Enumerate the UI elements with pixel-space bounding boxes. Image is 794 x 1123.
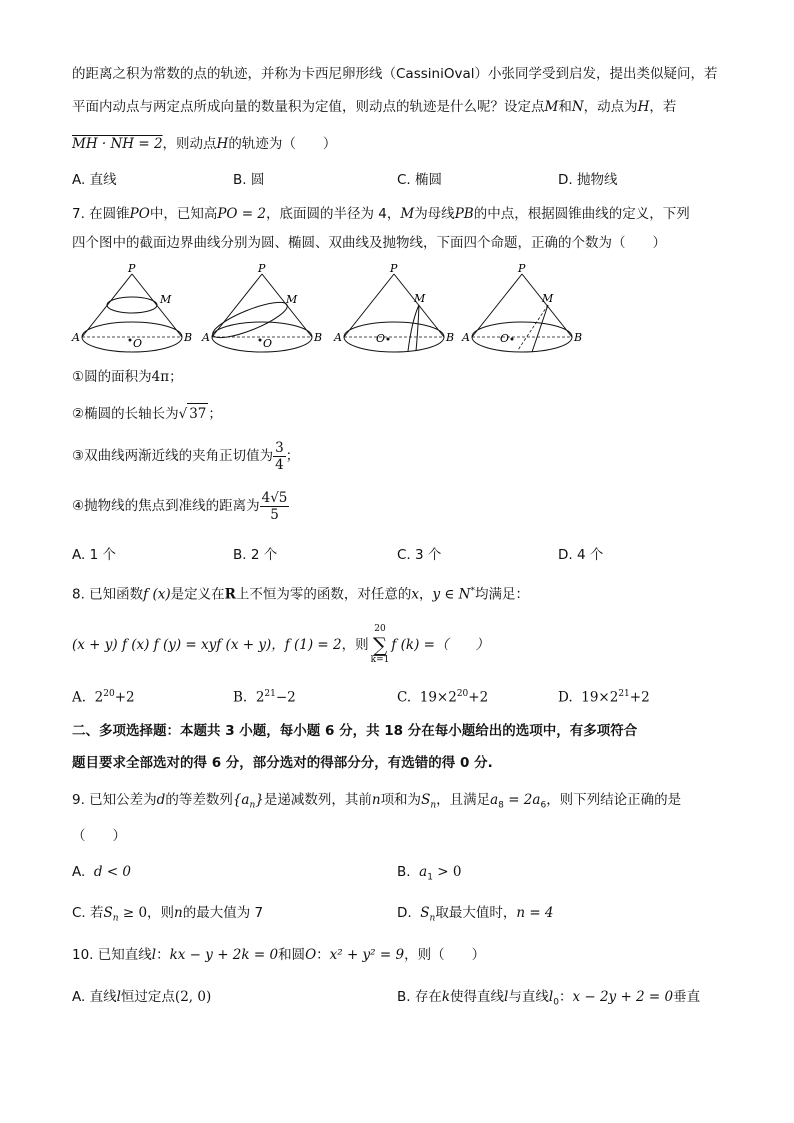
section-heading-line-1: 二、多项选择题：本题共 3 小题，每小题 6 分，共 18 分在每小题给出的选项中，有多项符合 [72,723,638,739]
p6-line-1: 的距离之积为常数的点的轨迹，并称为卡西尼卵形线（CassiniOval）小张同学受到启发，提出类似疑问，若 [72,66,718,82]
functional-equation: (x + y) f (x) f (y) = xyf (x + y) [72,637,272,653]
label-O: O [376,332,386,345]
label-A: A [202,331,210,344]
label-M: M [414,292,426,305]
p7-option-b: B. 2 个 [233,547,278,563]
cone-figures [70,260,590,360]
p7-statement-2: ②椭圆的长轴长为√ 37 ； [72,403,222,424]
label-O: O [133,337,143,350]
label-P: P [518,262,526,275]
p7-line-1: 7. 在圆锥PO中，已知高PO = 2，底面圆的半径为 4，M为母线PB的中点，根据圆锥曲线的定义，下列 [72,206,690,222]
cone-parabola [461,262,582,352]
p9-line-2: （ ） [72,828,126,844]
p6-option-c: C. 椭圆 [397,172,443,188]
label-B: B [184,331,193,344]
label-O: O [500,332,510,345]
p8-line-1: 8. 已知函数f (x)是定义在R上不恒为零的函数，对任意的x，y ∈ N*均满足： [72,586,529,603]
label-P: P [258,262,266,275]
p8-line-2: (x + y) f (x) f (y) = xyf (x + y)，f (1) = 2，则 20 ∑ k=1 f (k) =（ ） [72,624,489,665]
label-M: M [542,292,554,305]
p7-option-c: C. 3 个 [397,547,442,563]
p6-line-3: MH · NH = 2，则动点H的轨迹为（ ） [72,136,337,152]
p8-option-b: B. $2^{21}-2$ [233,689,296,706]
p7-line-2: 四个图中的截面边界曲线分别为圆、椭圆、双曲线及抛物线，下面四个命题，正确的个数为（ ） [72,235,666,251]
label-P: P [128,262,136,275]
p7-option-a: A. 1 个 [72,547,116,563]
p10-option-b: B. 存在k使得直线l与直线$l_0$：x − 2y + 2 = 0垂直 [397,989,701,1008]
p8-option-d: D. $19\times 2^{21}+2$ [558,689,650,706]
p10-option-a: A. 直线l恒过定点(2, 0) [72,989,212,1005]
label-O: O [263,337,273,350]
label-A: A [462,331,470,344]
label-B: B [574,331,583,344]
p9-option-d: D. $S_n$取最大值时，n = 4 [397,905,554,924]
label-B: B [314,331,323,344]
p6-option-a: A. 直线 [72,172,117,188]
label-P: P [390,262,398,275]
fraction-4sqrt5-5: $\frac{4√5}{5}$ [261,489,288,523]
p9-option-c: C. 若$S_n \ge 0$，则n的最大值为 7 [72,905,264,924]
cone-ellipse [201,262,322,352]
cone-circle [71,262,192,352]
p6-option-b: B. 圆 [233,172,265,188]
p8-option-c: C. $19\times 2^{20}+2$ [397,689,489,706]
p9-line-1: 9. 已知公差为d的等差数列$\{a_n\}$是递减数列，其前n项和为$S_n$，且满足$a_8 = 2a_6$，则下列结论正确的是 [72,792,682,811]
vector-expression: MH · NH = 2 [72,136,163,152]
p7-statement-4: ④抛物线的焦点到准线的距离为 $\frac{4√5}{5}$ [72,489,288,523]
label-A: A [72,331,80,344]
p7-statement-1: ①圆的面积为4π； [72,369,183,385]
p7-statement-3: ③双曲线两渐近线的夹角正切值为 $\frac{3}{4}$ ； [72,439,300,473]
label-M: M [286,293,298,306]
fraction-3-4: $\frac{3}{4}$ [275,439,284,473]
p7-option-d: D. 4 个 [558,547,604,563]
p6-line-2: 平面内动点与两定点所成向量的数量积为定值，则动点的轨迹是什么呢？设定点M和N，动点为H，若 [72,99,677,115]
p10-line-1: 10. 已知直线l：kx − y + 2k = 0和圆O：x² + y² = 9，则（ ） [72,947,486,963]
cone-hyperbola [333,262,454,352]
p8-option-a: A. $2^{20}+2$ [72,689,135,706]
p9-option-a: A. d < 0 [72,864,132,880]
label-M: M [160,293,172,306]
label-A: A [334,331,342,344]
label-B: B [446,331,455,344]
section-heading-line-2: 题目要求全部选对的得 6 分，部分选对的得部分分，有选错的得 0 分. [72,755,493,771]
summation-symbol: 20 ∑ k=1 [370,624,390,665]
p9-option-b: B. $a_1 > 0$ [397,864,462,883]
p6-option-d: D. 抛物线 [558,172,618,188]
